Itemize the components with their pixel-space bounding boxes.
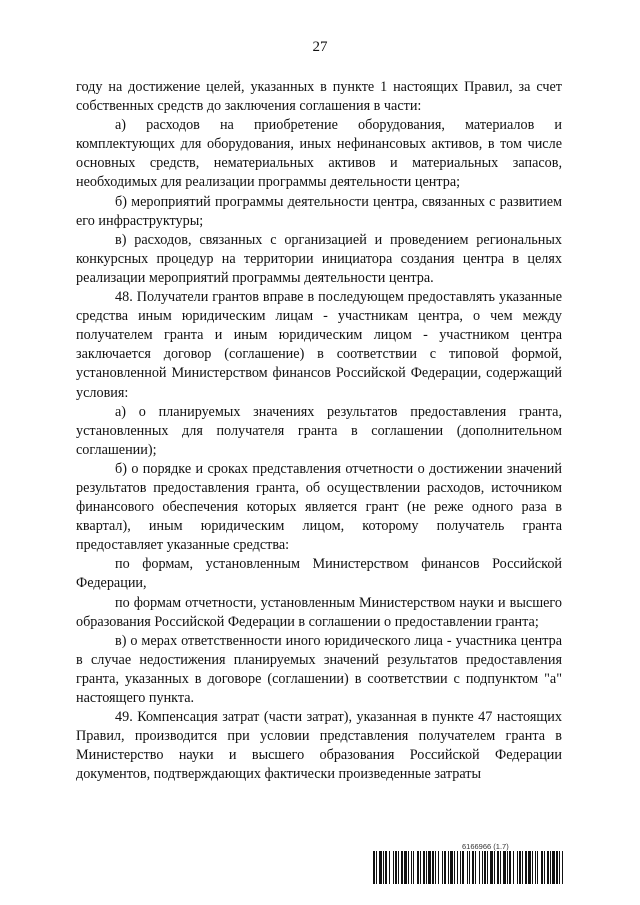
document-code: 6166966 (1.7) bbox=[462, 842, 509, 851]
paragraph-clause-48: 48. Получатели грантов вправе в последующем предоставлять указанные средства иным юридическим лицам - участникам центра, о чем между получателем гранта и иным юридическим лицом - участником центра заключается договор (соглашение) в соответствии с типовой формой, установленной Министерством финансов Российской Федерации, содержащий условия: bbox=[76, 289, 562, 401]
paragraph-clause-48-item-a: а) о планируемых значениях результатов предоставления гранта, установленных для получателя гранта в соглашении (дополнительном соглашении); bbox=[76, 403, 562, 458]
paragraph-item-v-competitions: в) расходов, связанных с организацией и проведением региональных конкурсных процедур на территории инициатора создания центра в целях реализации мероприятий программы деятельности центра. bbox=[76, 231, 562, 286]
barcode-image bbox=[373, 851, 563, 884]
paragraph-forms-finance-ministry: по формам, установленным Министерством финансов Российской Федерации, bbox=[76, 556, 562, 592]
paragraph-clause-48-item-b: б) о порядке и сроках представления отчетности о достижении значений результатов предоставления гранта, об осуществлении расходов, источником финансового обеспечения которых является грант (не реже одного раза в квартал), иным юридическим лицом, которому получатель гранта предоставляет указанные средства: bbox=[76, 460, 562, 554]
document-body bbox=[76, 78, 562, 784]
paragraph-item-a-equipment: а) расходов на приобретение оборудования, материалов и комплектующих для оборудования, иных нефинансовых активов, в том числе основных средств, нематериальных активов и материальных запасов, необходимых для реализации программы деятельности центра; bbox=[76, 117, 562, 191]
paragraph-forms-science-ministry: по формам отчетности, установленным Министерством науки и высшего образования Российской Федерации в соглашении о предоставлении гранта; bbox=[76, 594, 562, 630]
paragraph-clause-48-item-v: в) о мерах ответственности иного юридического лица - участника центра в случае недостижения планируемых значений результатов предоставления гранта, указанных в договоре (соглашении) в соответствии с подпунктом "а" настоящего пункта. bbox=[76, 632, 562, 706]
paragraph-item-b-infrastructure: б) мероприятий программы деятельности центра, связанных с развитием его инфраструктуры; bbox=[76, 193, 562, 229]
page-number: 27 bbox=[312, 39, 328, 55]
paragraph-continuation: году на достижение целей, указанных в пункте 1 настоящих Правил, за счет собственных средств до заключения соглашения в части: bbox=[76, 79, 562, 115]
paragraph-clause-49: 49. Компенсация затрат (части затрат), указанная в пункте 47 настоящих Правил, производится при условии представления получателем гранта в Министерство науки и высшего образования Российской Федерации документов, подтверждающих фактически произведенные затраты bbox=[76, 709, 562, 783]
